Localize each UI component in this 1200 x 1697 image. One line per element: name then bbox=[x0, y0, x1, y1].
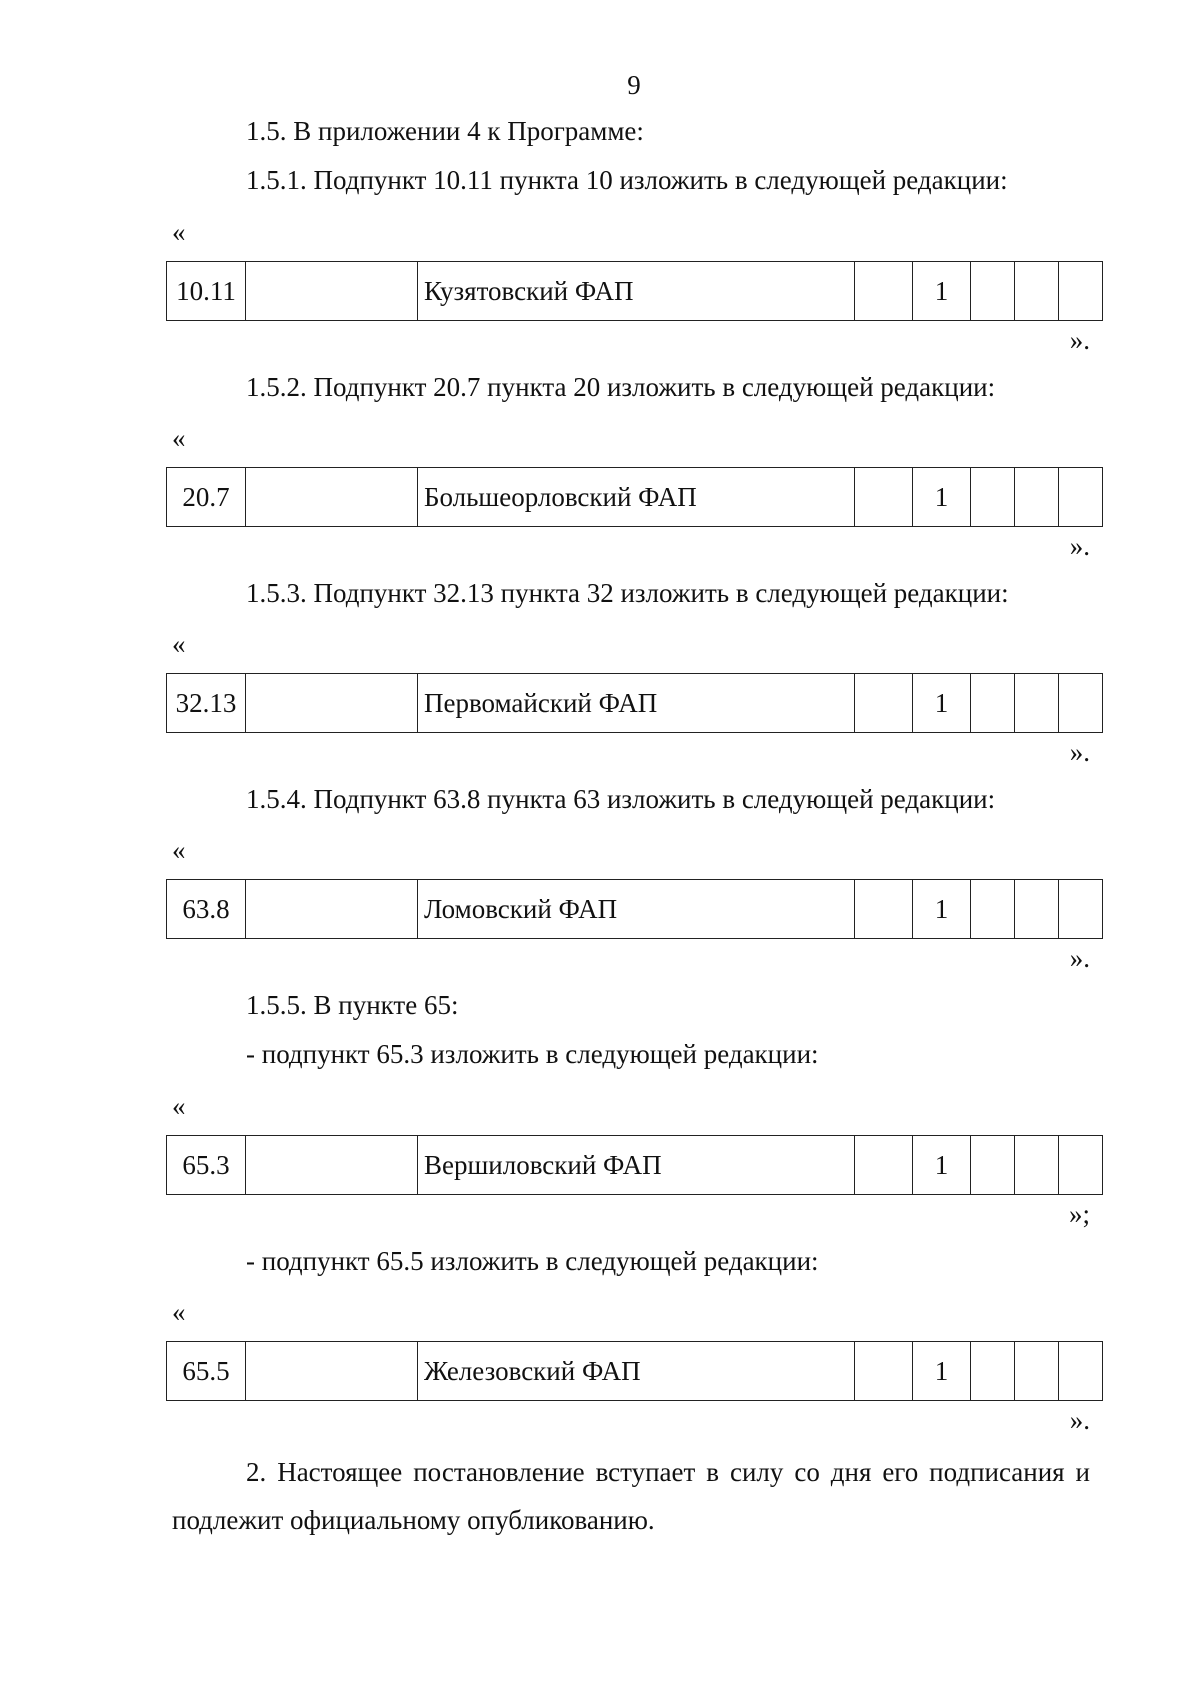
amendment-instruction: - подпункт 65.5 изложить в следующей редакции: bbox=[246, 1246, 819, 1276]
empty-cell bbox=[1059, 1136, 1103, 1195]
empty-cell bbox=[855, 1136, 913, 1195]
amendment-instruction: 1.5.3. Подпункт 32.13 пункта 32 изложить в следующей редакции: bbox=[246, 578, 1009, 608]
empty-cell bbox=[971, 880, 1015, 939]
empty-cell bbox=[1059, 1342, 1103, 1401]
empty-cell bbox=[971, 1342, 1015, 1401]
empty-cell bbox=[971, 674, 1015, 733]
open-quote: « bbox=[172, 1091, 186, 1121]
empty-cell bbox=[855, 468, 913, 527]
empty-cell bbox=[1059, 262, 1103, 321]
close-quote: ». bbox=[1069, 943, 1090, 973]
close-quote: ». bbox=[1069, 1405, 1090, 1435]
amendment-instruction: 1.5.2. Подпункт 20.7 пункта 20 изложить в следующей редакции: bbox=[246, 372, 996, 402]
facility-name-cell: Кузятовский ФАП bbox=[418, 262, 855, 321]
effective-date-paragraph: 2. Настоящее постановление вступает в силу со дня его подписания и подлежит официальному опубликованию. bbox=[172, 1457, 1090, 1535]
open-quote: « bbox=[172, 629, 186, 659]
amendment-instruction: 1.5.4. Подпункт 63.8 пункта 63 изложить в следующей редакции: bbox=[246, 784, 996, 814]
quantity-cell: 1 bbox=[913, 880, 971, 939]
empty-cell bbox=[855, 262, 913, 321]
amendment-table bbox=[166, 879, 1103, 939]
table-row bbox=[167, 880, 1103, 939]
table-row bbox=[167, 1342, 1103, 1401]
table-row bbox=[167, 674, 1103, 733]
empty-cell bbox=[246, 1342, 418, 1401]
row-number-cell: 63.8 bbox=[167, 880, 246, 939]
open-quote: « bbox=[172, 835, 186, 865]
row-number-cell: 10.11 bbox=[167, 262, 246, 321]
empty-cell bbox=[855, 1342, 913, 1401]
empty-cell bbox=[1059, 674, 1103, 733]
quantity-cell: 1 bbox=[913, 262, 971, 321]
empty-cell bbox=[246, 674, 418, 733]
amendment-table bbox=[166, 261, 1103, 321]
table-row bbox=[167, 1136, 1103, 1195]
empty-cell bbox=[1059, 880, 1103, 939]
row-number-cell: 65.3 bbox=[167, 1136, 246, 1195]
empty-cell bbox=[1015, 674, 1059, 733]
empty-cell bbox=[246, 880, 418, 939]
section-heading: 1.5.5. В пункте 65: bbox=[246, 990, 459, 1020]
section-heading: 1.5. В приложении 4 к Программе: bbox=[246, 116, 644, 146]
empty-cell bbox=[971, 468, 1015, 527]
quantity-cell: 1 bbox=[913, 468, 971, 527]
close-quote: ». bbox=[1069, 531, 1090, 561]
facility-name-cell: Первомайский ФАП bbox=[418, 674, 855, 733]
row-number-cell: 65.5 bbox=[167, 1342, 246, 1401]
open-quote: « bbox=[172, 423, 186, 453]
table-row bbox=[167, 468, 1103, 527]
empty-cell bbox=[1059, 468, 1103, 527]
empty-cell bbox=[1015, 1136, 1059, 1195]
close-quote: ». bbox=[1069, 737, 1090, 767]
empty-cell bbox=[1015, 1342, 1059, 1401]
open-quote: « bbox=[172, 217, 186, 247]
facility-name-cell: Вершиловский ФАП bbox=[418, 1136, 855, 1195]
empty-cell bbox=[246, 262, 418, 321]
empty-cell bbox=[246, 468, 418, 527]
empty-cell bbox=[855, 674, 913, 733]
amendment-table bbox=[166, 673, 1103, 733]
empty-cell bbox=[1015, 262, 1059, 321]
open-quote: « bbox=[172, 1297, 186, 1327]
empty-cell bbox=[971, 262, 1015, 321]
quantity-cell: 1 bbox=[913, 674, 971, 733]
facility-name-cell: Большеорловский ФАП bbox=[418, 468, 855, 527]
empty-cell bbox=[1015, 468, 1059, 527]
close-quote: ». bbox=[1069, 325, 1090, 355]
quantity-cell: 1 bbox=[913, 1136, 971, 1195]
empty-cell bbox=[1015, 880, 1059, 939]
row-number-cell: 20.7 bbox=[167, 468, 246, 527]
amendment-instruction: - подпункт 65.3 изложить в следующей редакции: bbox=[246, 1039, 819, 1069]
amendment-table bbox=[166, 467, 1103, 527]
table-row bbox=[167, 262, 1103, 321]
amendment-table bbox=[166, 1341, 1103, 1401]
facility-name-cell: Железовский ФАП bbox=[418, 1342, 855, 1401]
empty-cell bbox=[971, 1136, 1015, 1195]
facility-name-cell: Ломовский ФАП bbox=[418, 880, 855, 939]
quantity-cell: 1 bbox=[913, 1342, 971, 1401]
close-quote: »; bbox=[1068, 1199, 1090, 1229]
empty-cell bbox=[855, 880, 913, 939]
amendment-table bbox=[166, 1135, 1103, 1195]
amendment-instruction: 1.5.1. Подпункт 10.11 пункта 10 изложить в следующей редакции: bbox=[246, 165, 1008, 195]
page-number: 9 bbox=[627, 70, 641, 100]
empty-cell bbox=[246, 1136, 418, 1195]
row-number-cell: 32.13 bbox=[167, 674, 246, 733]
